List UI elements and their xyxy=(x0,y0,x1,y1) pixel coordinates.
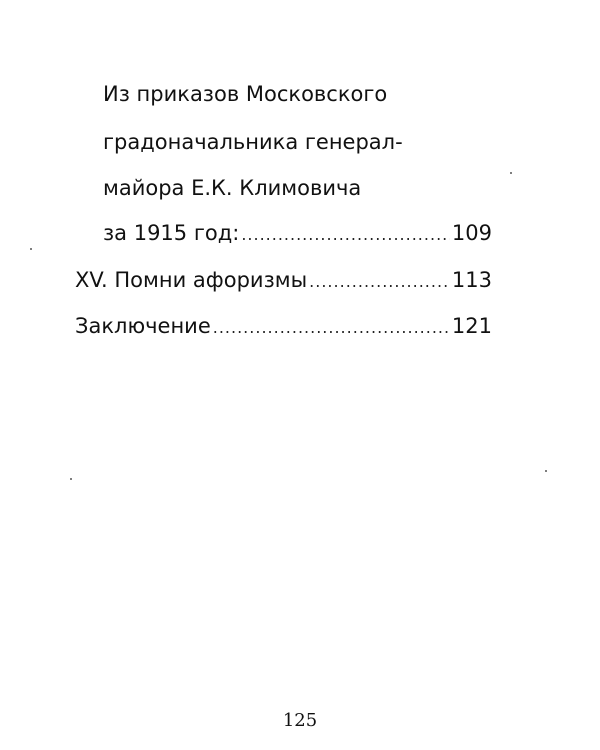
toc-entry-title: Заключение xyxy=(75,314,211,338)
print-speck xyxy=(545,470,547,472)
print-speck xyxy=(70,478,72,480)
toc-entry-aphorisms xyxy=(75,270,492,291)
toc-entry-title-line-1: Из приказов Московского xyxy=(103,82,388,106)
toc-entry-title-line-4: за 1915 год: xyxy=(103,221,240,245)
toc-page-number: 121 xyxy=(451,314,492,338)
dot-leader xyxy=(241,227,450,243)
toc-entry-title-line-3: майора Е.К. Климовича xyxy=(103,176,362,200)
print-speck xyxy=(30,248,32,250)
toc-entry-orders-1915 xyxy=(103,223,492,244)
toc-entry-title-line-2: градоначальника генерал- xyxy=(103,130,403,154)
toc-page-number: 113 xyxy=(451,268,492,292)
dot-leader xyxy=(213,320,450,336)
toc-entry-title: XV. Помни афоризмы xyxy=(75,268,308,292)
dot-leader xyxy=(309,274,450,290)
toc-entry-conclusion xyxy=(75,316,492,337)
page-number: 125 xyxy=(282,710,318,731)
toc-page-number: 109 xyxy=(451,221,492,245)
print-speck xyxy=(510,172,512,174)
